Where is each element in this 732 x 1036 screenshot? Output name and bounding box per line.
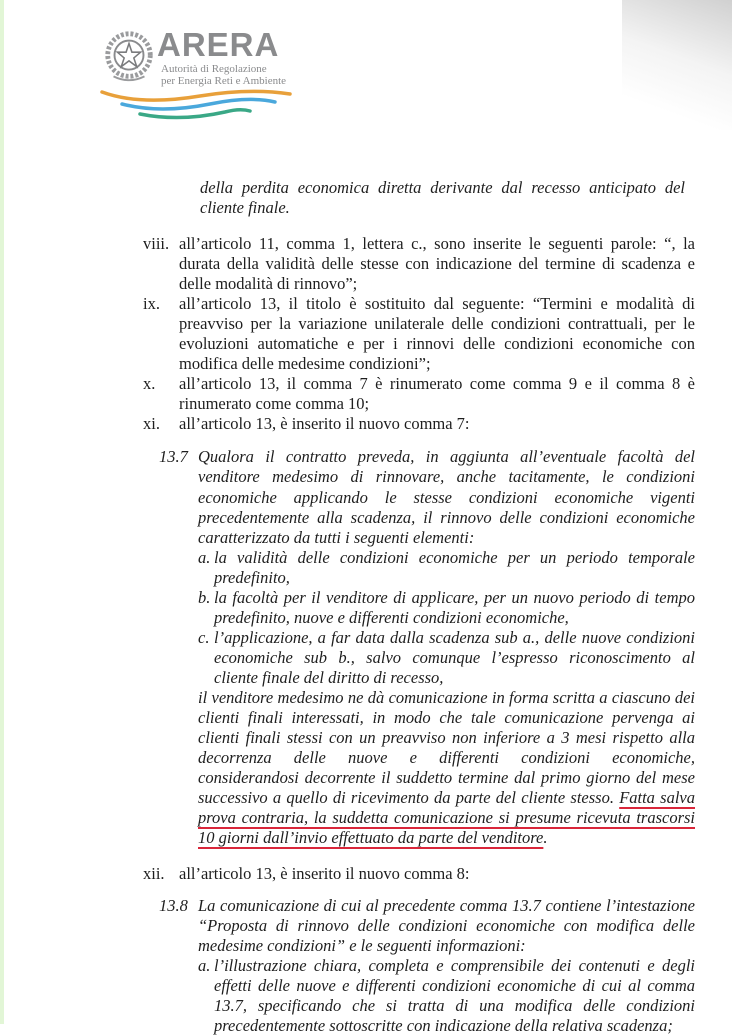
item-line: modifica delle medesime condizioni”; bbox=[179, 354, 431, 373]
item-line: all’articolo 13, è inserito il nuovo comma 7: bbox=[179, 414, 470, 433]
item-line: rinumerato come comma 10; bbox=[179, 394, 370, 413]
wave-green bbox=[140, 110, 250, 118]
closing-line-highlight bbox=[198, 808, 695, 828]
comma-line: economiche applicando le stesse condizioni economiche vigenti bbox=[198, 488, 695, 507]
closing-line-highlight bbox=[198, 828, 548, 848]
item-line: all’articolo 13, il titolo è sostituito dal seguente: “Termini e modalità di bbox=[179, 294, 695, 313]
item-line: durata della validità delle stesse con indicazione del termine di scadenza e bbox=[179, 254, 695, 273]
closing-line: clienti finali interessati, in modo che tale comunicazione pervenga ai bbox=[198, 708, 695, 727]
subitem-line: economiche sub b., salvo comunque l’espresso riconoscimento al bbox=[214, 648, 695, 667]
item-line: all’articolo 11, comma 1, lettera c., sono inserite le seguenti parole: “, la bbox=[179, 234, 695, 253]
closing-text: successivo a quello di ricevimento da parte del cliente stesso. bbox=[198, 788, 620, 807]
comma-line: caratterizzato da tutti i seguenti elementi: bbox=[198, 528, 475, 547]
item-marker: x. bbox=[143, 374, 156, 393]
comma-line: medesime condizioni” e le seguenti informazioni: bbox=[198, 936, 526, 955]
subitem-line: cliente finale del diritto di recesso, bbox=[214, 668, 444, 687]
intro-line: della perdita economica diretta derivante dal recesso anticipato del bbox=[200, 178, 685, 197]
item-marker: viii. bbox=[143, 234, 170, 253]
closing-line: considerandosi decorrente il suddetto termine dal primo giorno del mese bbox=[198, 768, 695, 787]
comma-number: 13.8 bbox=[159, 896, 188, 915]
closing-line-with-highlight bbox=[198, 788, 695, 808]
intro-line: cliente finale. bbox=[200, 198, 290, 217]
comma-number: 13.7 bbox=[159, 447, 188, 466]
left-border bbox=[0, 0, 4, 1024]
subitem-line: l’illustrazione chiara, completa e comprensibile dei contenuti e degli bbox=[214, 956, 695, 975]
subitem-line: la facoltà per il venditore di applicare, per un nuovo periodo di tempo bbox=[214, 588, 695, 607]
highlighted-text: prova contraria, la suddetta comunicazione si presume ricevuta trascorsi bbox=[198, 808, 695, 827]
subitem-marker: a. bbox=[198, 956, 211, 975]
subitem-marker: a. bbox=[198, 548, 211, 567]
item-line: evoluzioni automatiche e per i rinnovi delle condizioni economiche con bbox=[179, 334, 695, 353]
highlighted-text: Fatta salva bbox=[619, 788, 695, 807]
item-line: preavviso per la variazione unilaterale delle condizioni contrattuali, per le bbox=[179, 314, 695, 333]
highlighted-text: 10 giorni dall’invio effettuato da parte del venditore bbox=[198, 828, 544, 847]
item-marker: ix. bbox=[143, 294, 160, 313]
subitem-line: l’applicazione, a far data dalla scadenza sub a., delle nuove condizioni bbox=[214, 628, 695, 647]
comma-line: Qualora il contratto preveda, in aggiunta all’eventuale facoltà del bbox=[198, 447, 695, 466]
comma-line: La comunicazione di cui al precedente comma 13.7 contiene l’intestazione bbox=[198, 896, 695, 915]
subitem-line: 13.7, specificando che si tratta di una modifica delle condizioni bbox=[214, 996, 695, 1015]
subitem-line: precedentemente sottoscritte con indicazione della relativa scadenza; bbox=[214, 1016, 673, 1035]
logo-tagline-line1: Autorità di Regolazione bbox=[161, 63, 267, 75]
closing-line: il venditore medesimo ne dà comunicazione in forma scritta a ciascuno dei bbox=[198, 688, 695, 707]
closing-line: decorrenza delle nuove e differenti condizioni economiche, bbox=[198, 748, 695, 767]
closing-line: clienti finali stessi con un preavviso non inferiore a 3 mesi rispetto alla bbox=[198, 728, 695, 747]
subitem-line: predefinito, bbox=[214, 568, 290, 587]
subitem-marker: b. bbox=[198, 588, 211, 607]
logo-waves bbox=[100, 84, 300, 124]
logo-tagline-line2: per Energia Reti e Ambiente bbox=[161, 75, 287, 87]
item-line: delle modalità di rinnovo”; bbox=[179, 274, 358, 293]
comma-line: precedentemente alla scadenza, il rinnovo delle condizioni economiche bbox=[198, 508, 695, 527]
comma-line: “Proposta di rinnovo delle condizioni economiche con modifica delle bbox=[198, 916, 695, 935]
closing-period: . bbox=[543, 828, 548, 847]
subitem-line: predefinito, nuove e differenti condizioni economiche, bbox=[214, 608, 569, 627]
subitem-line: effetti delle nuove e differenti condizioni economiche di cui al comma bbox=[214, 976, 695, 995]
item-line: all’articolo 13, il comma 7 è rinumerato come comma 9 e il comma 8 è bbox=[179, 374, 695, 393]
corner-shadow bbox=[622, 0, 732, 130]
item-marker: xii. bbox=[143, 864, 165, 883]
italian-republic-emblem-icon bbox=[100, 28, 158, 86]
logo-wordmark: ARERA bbox=[157, 26, 280, 63]
subitem-line: la validità delle condizioni economiche per un periodo temporale bbox=[214, 548, 695, 567]
comma-line: venditore medesimo di rinnovare, anche tacitamente, le condizioni bbox=[198, 467, 695, 486]
item-marker: xi. bbox=[143, 414, 160, 433]
subitem-marker: c. bbox=[198, 628, 210, 647]
arera-logo bbox=[100, 28, 310, 128]
item-line: all’articolo 13, è inserito il nuovo comma 8: bbox=[179, 864, 470, 883]
